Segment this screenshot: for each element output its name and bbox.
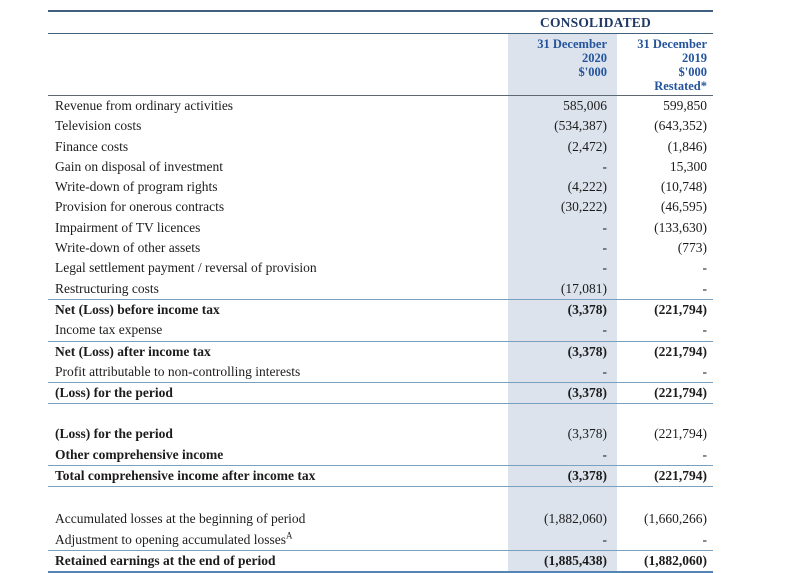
value-2019: (133,630) (654, 219, 707, 235)
row-restructuring-costs (48, 279, 713, 299)
row-television-costs (48, 116, 713, 136)
row-label: Gain on disposal of investment (55, 158, 223, 174)
group-header-title: CONSOLIDATED (540, 15, 651, 30)
col2019-line1: 31 December (637, 37, 707, 51)
row-accumulated-losses-beginning (48, 509, 713, 529)
row-total-comprehensive-income (48, 465, 713, 487)
row-writedown-other-assets (48, 238, 713, 258)
row-label: Write-down of program rights (55, 179, 218, 195)
value-2020: (1,882,060) (508, 509, 617, 529)
row-net-loss-before-tax (48, 299, 713, 320)
value-2019: (643,352) (654, 118, 707, 134)
row-loss-for-period-comprehensive (48, 424, 713, 444)
value-2020: (30,222) (508, 197, 617, 217)
value-2019: (1,882,060) (644, 552, 707, 568)
col2019-line3: $'000 (678, 65, 707, 79)
value-2019: - (702, 446, 707, 462)
value-2020: - (508, 258, 617, 278)
row-loss-for-period (48, 382, 713, 404)
value-2019: (221,794) (654, 343, 707, 359)
value-2019: (221,794) (654, 426, 707, 442)
value-2019: - (702, 322, 707, 338)
row-label: Other comprehensive income (55, 446, 224, 462)
row-label: Write-down of other assets (55, 240, 201, 256)
row-label: Legal settlement payment / reversal of provision (55, 260, 317, 276)
row-income-tax-expense (48, 320, 713, 340)
row-retained-earnings-end (48, 550, 713, 573)
row-net-loss-after-tax (48, 341, 713, 362)
row-label: Net (Loss) before income tax (55, 301, 220, 317)
value-2020: - (508, 320, 617, 340)
value-2019: 599,850 (663, 98, 707, 113)
row-label: Provision for onerous contracts (55, 199, 225, 215)
row-impairment-tv-licences (48, 218, 713, 238)
row-writedown-program-rights (48, 177, 713, 197)
value-2019: (46,595) (660, 199, 707, 215)
row-legal-settlement (48, 258, 713, 278)
spacer-row (48, 404, 713, 424)
value-2019: 15,300 (669, 158, 707, 174)
value-2019: (221,794) (654, 385, 707, 401)
value-2020: - (508, 445, 617, 465)
row-label: Total comprehensive income after income tax (55, 468, 316, 484)
value-2019: - (702, 260, 707, 276)
value-2020: (4,222) (508, 177, 617, 197)
value-2019: (1,660,266) (644, 511, 707, 527)
col2020-line2: 2020 (582, 51, 607, 65)
group-header-row (48, 12, 713, 33)
row-label: Profit attributable to non-controlling interests (55, 363, 301, 379)
value-2020: (534,387) (508, 116, 617, 136)
row-label: Accumulated losses at the beginning of period (55, 511, 306, 527)
row-label: Finance costs (55, 138, 129, 154)
row-gain-on-disposal (48, 157, 713, 177)
row-label: Revenue from ordinary activities (55, 98, 234, 113)
value-2019: - (702, 363, 707, 379)
value-2019: - (702, 531, 707, 547)
value-2020: - (508, 530, 617, 550)
col2019-line4: Restated* (654, 79, 707, 93)
row-label: (Loss) for the period (55, 385, 173, 401)
row-adjustment-opening-losses (48, 530, 713, 550)
row-other-comprehensive-income (48, 445, 713, 465)
row-revenue (48, 96, 713, 116)
column-header-2020 (508, 34, 617, 95)
col2020-line3: $'000 (578, 65, 607, 79)
value-2019: (1,846) (667, 138, 707, 154)
row-profit-nci (48, 362, 713, 382)
value-2020: (3,378) (508, 466, 617, 486)
row-label: Net (Loss) after income tax (55, 343, 211, 359)
row-label: Television costs (55, 118, 142, 134)
row-provision-onerous-contracts (48, 197, 713, 217)
value-2020: (1,885,438) (508, 551, 617, 571)
col2020-line1: 31 December (537, 37, 607, 51)
value-2020: - (508, 238, 617, 258)
value-2019: (221,794) (654, 301, 707, 317)
value-2020: (2,472) (508, 137, 617, 157)
col2019-line2: 2019 (682, 51, 707, 65)
value-2020: (3,378) (508, 424, 617, 444)
value-2019: (10,748) (660, 179, 707, 195)
spacer-row (48, 487, 713, 509)
row-label: (Loss) for the period (55, 426, 173, 442)
income-statement-table (48, 10, 713, 573)
value-2019: (221,794) (654, 468, 707, 484)
column-headers (48, 34, 713, 95)
value-2019: (773) (677, 240, 707, 256)
value-2020: - (508, 218, 617, 238)
row-label: Restructuring costs (55, 280, 159, 296)
row-label: Adjustment to opening accumulated losses$^A$ (55, 530, 293, 547)
value-2020: 585,006 (508, 96, 617, 116)
column-header-2019 (617, 34, 713, 95)
value-2020: (17,081) (508, 279, 617, 299)
value-2020: (3,378) (508, 300, 617, 320)
value-2020: - (508, 362, 617, 382)
value-2019: - (702, 280, 707, 296)
row-label: Impairment of TV licences (55, 219, 201, 235)
footnote-marker: A (285, 530, 293, 541)
row-finance-costs (48, 137, 713, 157)
value-2020: (3,378) (508, 342, 617, 362)
row-label: Retained earnings at the end of period (55, 552, 276, 568)
value-2020: (3,378) (508, 383, 617, 403)
row-label: Income tax expense (55, 322, 163, 338)
column-header-spacer (48, 34, 508, 95)
value-2020: - (508, 157, 617, 177)
